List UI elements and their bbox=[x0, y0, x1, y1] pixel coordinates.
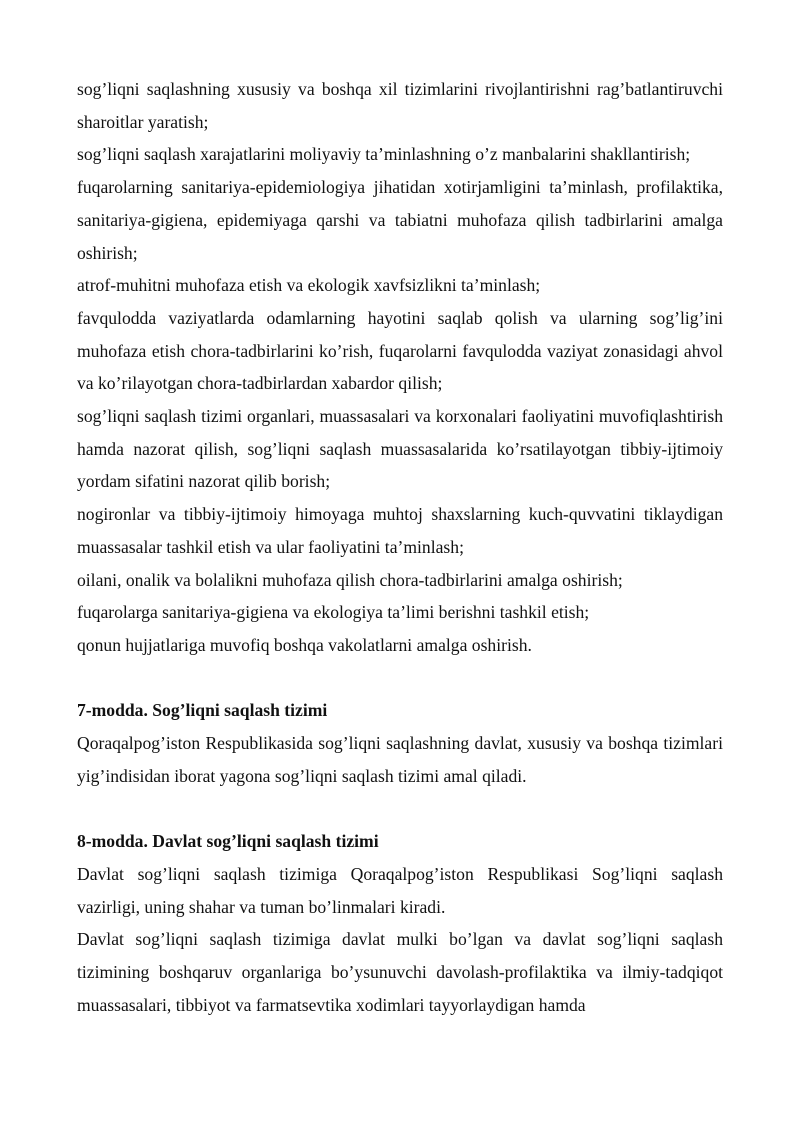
list-item: favqulodda vaziyatlarda odamlarning hayotini saqlab qolish va ularning sog’lig’ini muhofaza etish chora-tadbirlarini ko’rish, fuqarolarni favqulodda vaziyat zonasidagi ahvol va ko’rilayotgan chora-tadbirlardan xabardor qilish; bbox=[77, 307, 723, 394]
list-item: fuqarolarning sanitariya-epidemiologiya jihatidan xotirjamligini ta’minlash, profilaktika, sanitariya-gigiena, epidemiyaga qarshi va tabiatni muhofaza qilish tadbirlarini amalga oshirish; bbox=[77, 177, 723, 263]
list-item: sog’liqni saqlash xarajatlarini moliyaviy ta’minlashning o’z manbalarini shakllantirish; bbox=[77, 144, 691, 165]
list-item: fuqarolarga sanitariya-gigiena va ekologiya ta’limi berishni tashkil etish; bbox=[77, 602, 590, 623]
article-8-heading: 8-modda. Davlat sog’liqni saqlash tizimi bbox=[77, 831, 379, 852]
list-item: qonun hujjatlariga muvofiq boshqa vakolatlarni amalga oshirish. bbox=[77, 634, 532, 655]
article-7-heading: 7-modda. Sog’liqni saqlash tizimi bbox=[77, 700, 328, 721]
article-7-paragraph: Qoraqalpog’iston Respublikasida sog’liqni saqlashning davlat, xususiy va boshqa tizimlari yig’indisidan iborat yagona sog’liqni saqlash tizimi amal qiladi. bbox=[77, 733, 723, 786]
list-item: oilani, onalik va bolalikni muhofaza qilish chora-tadbirlarini amalga oshirish; bbox=[77, 569, 623, 590]
list-item: atrof-muhitni muhofaza etish va ekologik xavfsizlikni ta’minlash; bbox=[77, 275, 541, 296]
list-item: nogironlar va tibbiy-ijtimoiy himoyaga muhtoj shaxslarning kuch-quvvatini tiklaydigan muassasalar tashkil etish va ular faoliyatini ta’minlash; bbox=[77, 504, 723, 557]
list-item: sog’liqni saqlash tizimi organlari, muassasalari va korxonalari faoliyatini muvofiqlashtirish hamda nazorat qilish, sog’liqni saqlash muassasalarida ko’rsatilayotgan tibbiy-ijtimoiy yordam sifatini nazorat qilib borish; bbox=[77, 406, 723, 492]
document-page bbox=[77, 73, 723, 1021]
list-item: sog’liqni saqlashning xususiy va boshqa xil tizimlarini rivojlantirishni rag’batlantiruvchi sharoitlar yaratish; bbox=[77, 79, 723, 132]
article-8-paragraph: Davlat sog’liqni saqlash tizimiga Qoraqalpog’iston Respublikasi Sog’liqni saqlash vazirligi, uning shahar va tuman bo’linmalari kiradi. bbox=[77, 863, 723, 917]
article-8-paragraph: Davlat sog’liqni saqlash tizimiga davlat mulki bo’lgan va davlat sog’liqni saqlash tizimining boshqaruv organlariga bo’ysunuvchi davolash-profilaktika va ilmiy-tadqiqot muassasalari, tibbiyot va farmatsevtika xodimlari tayyorlaydigan hamda bbox=[77, 929, 723, 1015]
